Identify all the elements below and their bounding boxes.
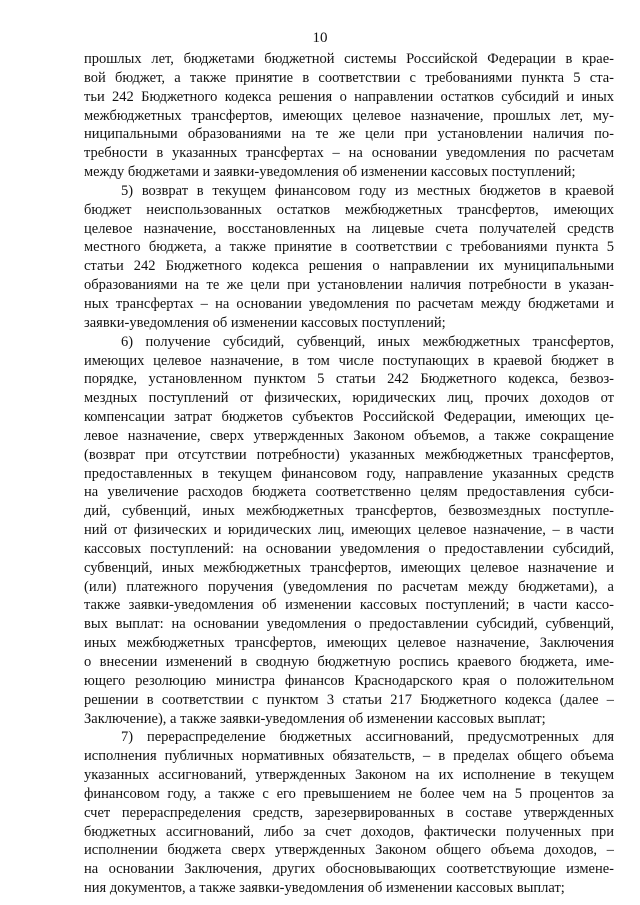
text-line: также заявки-уведомления об изменении кассовых поступлений; в части кассо- bbox=[84, 597, 614, 614]
text-line: на увеличение расходов бюджета соответственно целям предоставления субси- bbox=[84, 484, 614, 501]
text-line: исполнения публичных нормативных обязательств, – в пределах общего объема bbox=[84, 748, 614, 765]
text-line: целевое назначение, восстановленных на лицевые счета получателей средств bbox=[84, 220, 614, 237]
text-line: ных трансфертах – на основании уведомления по расчетам между бюджетами и bbox=[84, 295, 614, 312]
paragraph-continuation bbox=[84, 50, 614, 182]
text-line: мездных поступлений от физических, юридических лиц, прочих доходов от bbox=[84, 390, 614, 407]
text-line: счет перераспределения средств, зарезервированных в составе утвержденных bbox=[84, 804, 614, 821]
text-line: о внесении изменений в сводную бюджетную роспись краевого бюджета, име- bbox=[84, 654, 614, 670]
text-line: 6) получение субсидий, субвенций, иных межбюджетных трансфертов, bbox=[121, 333, 614, 350]
text-line: вой бюджет, а также принятие в соответствии с требованиями пункта 5 ста- bbox=[84, 69, 614, 86]
text-line: статьи 242 Бюджетного кодекса решения о направлении их муниципальными bbox=[84, 258, 614, 275]
text-line: исполнении бюджета сверх утвержденных Законом общего объема доходов, – bbox=[84, 842, 614, 859]
text-line: прошлых лет, бюджетами бюджетной системы Российской Федерации в крае- bbox=[84, 51, 614, 67]
text-line: иных межбюджетных трансфертов, имеющих целевое назначение, Заключения bbox=[84, 635, 614, 652]
text-line: заявки-уведомления об изменении кассовых поступлений; bbox=[84, 314, 446, 331]
text-line: вых выплат: на основании уведомления о предоставлении субсидий, субвенций, bbox=[84, 616, 614, 633]
text-line: указанных ассигнований, утвержденных Законом на их исполнение в текущем bbox=[84, 767, 614, 784]
text-line: предоставленных в текущем финансовом году, направление указанных средств bbox=[84, 465, 614, 482]
text-line: образованиями на те же цели при установлении наличия потребности в указан- bbox=[84, 277, 614, 294]
text-line: тьи 242 Бюджетного кодекса решения о направлении остатков субсидий и иных bbox=[84, 88, 614, 105]
text-line: бюджет неиспользованных остатков межбюджетных трансфертов, имеющих bbox=[84, 201, 614, 218]
text-line: (или) платежного поручения (уведомления по расчетам между бюджетами), а bbox=[84, 578, 614, 595]
paragraph-item-5 bbox=[84, 182, 614, 333]
page-number: 10 bbox=[312, 30, 328, 46]
text-line: между бюджетами и заявки-уведомления об изменении кассовых поступлений; bbox=[84, 164, 576, 181]
paragraph-item-7 bbox=[84, 728, 614, 898]
text-line: межбюджетных трансфертов, имеющих целевое назначение, прошлых лет, му- bbox=[84, 107, 614, 124]
text-line: субвенций, иных межбюджетных трансфертов, имеющих целевое назначение и bbox=[84, 559, 614, 576]
text-line: ющего резолюцию министра финансов Краснодарского края о положительном bbox=[84, 672, 614, 689]
text-line: (возврат при отсутствии потребности) указанных межбюджетных трансфертов, bbox=[84, 446, 614, 463]
text-line: компенсации затрат бюджетов субъектов Российской Федерации, имеющих це- bbox=[84, 409, 614, 426]
text-line: решении в соответствии с пунктом 3 статьи 217 Бюджетного кодекса (далее – bbox=[84, 691, 614, 708]
text-line: требности в указанных трансфертах – на основании уведомления по расчетам bbox=[84, 145, 614, 162]
text-line: порядке, установленном пунктом 5 статьи 242 Бюджетного кодекса, безвоз- bbox=[84, 371, 614, 388]
text-line: ний от физических и юридических лиц, имеющих целевое назначение, – в части bbox=[84, 522, 614, 539]
text-line: бюджетных ассигнований, либо за счет доходов, фактически полученных при bbox=[84, 823, 614, 840]
text-line: кассовых поступлений: на основании уведомления о предоставлении субсидий, bbox=[84, 540, 614, 557]
text-line: ниципальными образованиями на те же цели при установлении наличия по- bbox=[84, 126, 614, 143]
text-line: финансовом году, а также с его превышением не более чем на 5 процентов за bbox=[84, 785, 614, 802]
text-line: местного бюджета, а также принятие в соответствии с требованиями пункта 5 bbox=[84, 239, 614, 256]
text-line: дий, субвенций, иных межбюджетных трансфертов, безвозмездных поступле- bbox=[84, 503, 614, 520]
text-line: на основании Заключения, других обосновывающих соответствующие измене- bbox=[84, 861, 614, 878]
document-body bbox=[84, 50, 614, 898]
text-line: 7) перераспределение бюджетных ассигнований, предусмотренных для bbox=[121, 729, 614, 746]
text-line: левое назначение, сверх утвержденных Законом объемов, а также сокращение bbox=[84, 427, 614, 444]
text-line: имеющих целевое назначение, в том числе поступающих в краевой бюджет в bbox=[84, 352, 614, 369]
text-line: Заключение), а также заявки-уведомления об изменении кассовых выплат; bbox=[84, 710, 546, 727]
text-line: 5) возврат в текущем финансовом году из местных бюджетов в краевой bbox=[121, 182, 614, 199]
text-line: ния документов, а также заявки-уведомления об изменении кассовых выплат; bbox=[84, 880, 565, 897]
paragraph-item-6 bbox=[84, 333, 614, 729]
